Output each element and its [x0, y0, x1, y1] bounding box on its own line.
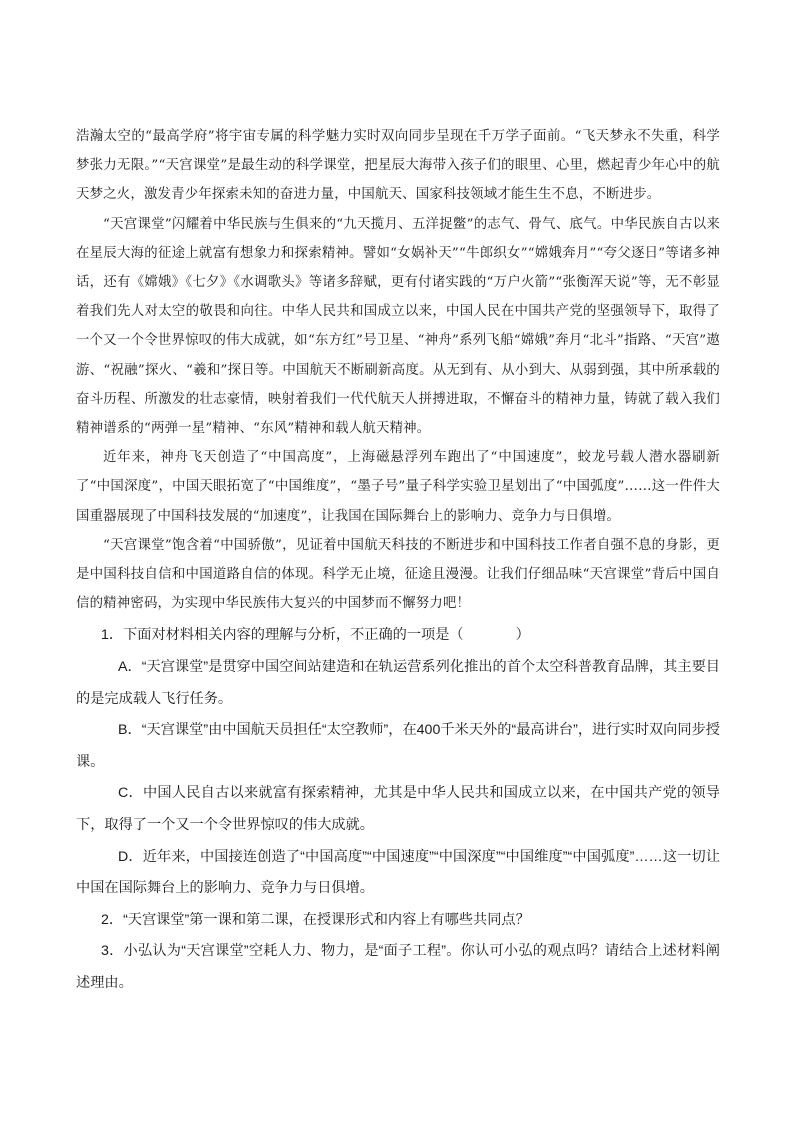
question-section — [76, 620, 720, 999]
question-1-number: 1． — [101, 627, 124, 644]
question-2-number: 2． — [101, 911, 124, 928]
option-b — [76, 715, 720, 778]
question-1-stem: 下面对材料相关内容的理解与分析，不正确的一项是（ — [123, 627, 464, 644]
question-1 — [76, 620, 720, 652]
option-b-text: “天宫课堂”由中国航天员担任“太空教师”，在400千米天外的“最高讲台”，进行实时双向同步授课。 — [76, 722, 720, 770]
option-c — [76, 778, 720, 841]
option-a — [76, 652, 720, 715]
document-page — [76, 122, 720, 1000]
question-3 — [76, 936, 720, 999]
option-a-text: “天宫课堂”是贯穿中国空间站建造和在轨运营系列化推出的首个太空科普教育品牌，其主要目的是完成载人飞行任务。 — [76, 659, 720, 707]
option-c-text: 中国人民自古以来就富有探索精神，尤其是中华人民共和国成立以来，在中国共产党的领导下，取得了一个又一个令世界惊叹的伟大成就。 — [76, 785, 720, 834]
passage-paragraph-4: “天宫课堂”饱含着“中国骄傲”，见证着中国航天科技的不断进步和中国科技工作者自强不息的身影，更是中国科技自信和中国道路自信的体现。科学无止境，征途且漫漫。让我们仔细品味“天宫课堂”背后中国自信的精神密码，为实现中华民族伟大复兴的中国梦而不懈努力吧！ — [76, 537, 720, 612]
question-1-close: ） — [515, 627, 530, 644]
question-3-text: 小弘认为“天宫课堂”空耗人力、物力，是“面子工程”。你认可小弘的观点吗？请结合上述材料阐述理由。 — [76, 943, 720, 991]
passage-paragraph-3: 近年来，神舟飞天创造了“中国高度”，上海磁悬浮列车跑出了“中国速度”，蛟龙号载人潜水器刷新了“中国深度”，中国天眼拓宽了“中国维度”，“墨子号”量子科学实验卫星划出了“中国弧度”……这一件件大国重器展现了中国科技发展的“加速度”，让我国在国际舞台上的影响力、竞争力与日俱增。 — [76, 450, 720, 524]
question-2 — [76, 905, 720, 937]
reading-passage — [76, 122, 720, 618]
passage-paragraph-2: “天宫课堂”闪耀着中华民族与生俱来的“九天揽月、五洋捉鳖”的志气、骨气、底气。中华民族自古以来在星辰大海的征途上就富有想象力和探索精神。譬如“女娲补天”“牛郎织女”“嫦娥奔月”“夸父逐日”等诸多神话，还有《嫦娥》《七夕》《水调歌头》等诸多辞赋，更有付诸实践的“万户火箭”“张衡浑天说”等，无不彰显着我们先人对太空的敬畏和向往。中华人民共和国成立以来，中国人民在中国共产党的坚强领导下，取得了一个又一个令世界惊叹的伟大成就，如“东方红”号卫星、“神舟”系列飞船“嫦娥”奔月“北斗”指路、“天宫”遨游、“祝融”探火、“羲和”探日等。中国航天不断刷新高度。从无到有、从小到大、从弱到强，其中所承载的奋斗历程、所激发的壮志豪情，映射着我们一代代航天人拼搏进取，不懈奋斗的精神力量，铸就了载入我们精神谱系的“两弹一星”精神、“东风”精神和载人航天精神。 — [76, 216, 720, 437]
question-2-text: “天宫课堂”第一课和第二课，在授课形式和内容上有哪些共同点？ — [123, 911, 530, 928]
option-b-letter: B． — [118, 722, 142, 739]
question-3-number: 3． — [101, 943, 124, 960]
passage-paragraph-1: 浩瀚太空的“最高学府”将宇宙专属的科学魅力实时双向同步呈现在千万学子面前。“飞天梦永不失重，科学梦张力无限。”“天宫课堂”是最生动的科学课堂，把星辰大海带入孩子们的眼里、心里，燃起青少年心中的航天梦之火，激发青少年探索未知的奋进力量，中国航天、国家科技领域才能生生不息，不断进步。 — [76, 129, 720, 203]
option-c-letter: C． — [118, 785, 143, 802]
option-d — [76, 842, 720, 905]
option-a-letter: A． — [118, 659, 142, 676]
option-d-letter: D． — [118, 848, 143, 865]
option-d-text: 近年来，中国接连创造了“中国高度”“中国速度”“中国深度”“中国维度”“中国弧度”……这一切让中国在国际舞台上的影响力、竞争力与日俱增。 — [76, 848, 721, 897]
